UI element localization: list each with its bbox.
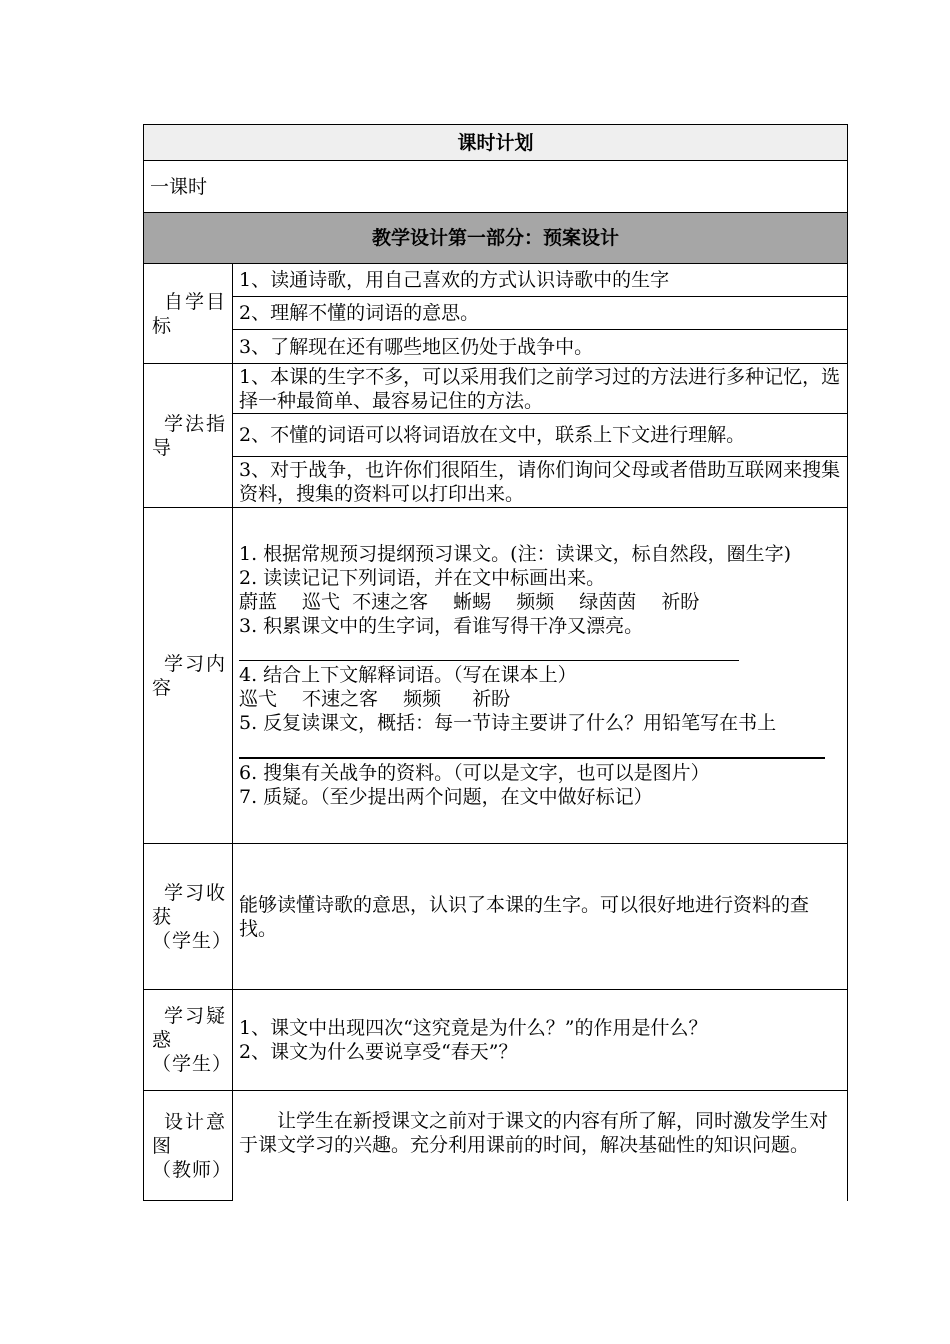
goals-label: 自学目标 bbox=[144, 264, 233, 364]
goal-item: 1、读通诗歌，用自己喜欢的方式认识诗歌中的生字 bbox=[233, 264, 848, 297]
gains-label-cell bbox=[144, 844, 233, 990]
gains-text: 能够读懂诗歌的意思，认识了本课的生字。可以很好地进行资料的查找。 bbox=[233, 844, 848, 990]
lesson-plan-table bbox=[143, 124, 848, 1201]
intent-label-sub: （教师） bbox=[152, 1158, 233, 1181]
guidance-item: 2、不懂的词语可以将词语放在文中，联系上下文进行理解。 bbox=[233, 414, 848, 457]
content-item-4: 4. 结合上下文解释词语。（写在课本上） bbox=[239, 664, 577, 686]
intent-text: 让学生在新授课文之前对于课文的内容有所了解，同时激发学生对于课文学习的兴趣。充分利用课前的时间，解决基础性的知识问题。 bbox=[233, 1091, 848, 1201]
content-item-7: 7. 质疑。（至少提出两个问题，在文中做好标记） bbox=[239, 786, 653, 808]
content-item-3: 3. 积累课文中的生字词，看谁写得干净又漂亮。 bbox=[239, 615, 644, 637]
goal-item: 3、了解现在还有哪些地区仍处于战争中。 bbox=[233, 330, 848, 364]
content-cell bbox=[233, 508, 848, 844]
guidance-item: 3、对于战争，也许你们很陌生，请你们询问父母或者借助互联网来搜集资料，搜集的资料可以打印出来。 bbox=[233, 457, 848, 508]
content-item-1: 1. 根据常规预习提纲预习课文。(注：读课文，标自然段，圈生字) bbox=[239, 543, 791, 565]
content-label: 学习内容 bbox=[144, 508, 233, 844]
answer-line bbox=[239, 739, 825, 759]
doubts-label-sub: （学生） bbox=[152, 1053, 233, 1075]
answer-line bbox=[239, 642, 739, 661]
content-item-5: 5. 反复读课文，概括：每一节诗主要讲了什么？用铅笔写在书上 bbox=[239, 712, 777, 734]
gains-label-sub: （学生） bbox=[152, 929, 233, 952]
gains-label: 学习收获 bbox=[152, 881, 228, 928]
goal-item: 2、理解不懂的词语的意思。 bbox=[233, 297, 848, 330]
doubts-cell bbox=[233, 990, 848, 1091]
section-header: 教学设计第一部分：预案设计 bbox=[144, 213, 848, 264]
intent-label: 设计意图 bbox=[152, 1110, 228, 1157]
doubt-item: 2、课文为什么要说享受“春天”？ bbox=[239, 1041, 518, 1063]
content-item-6: 6. 搜集有关战争的资料。（可以是文字，也可以是图片） bbox=[239, 762, 710, 784]
table-title: 课时计划 bbox=[144, 125, 848, 161]
doubts-label: 学习疑惑 bbox=[152, 1005, 228, 1051]
content-item-2-words: 蔚蓝 巡弋 不速之客 蜥蜴 频频 绿茵茵 祈盼 bbox=[239, 591, 700, 613]
guidance-label: 学法指导 bbox=[144, 364, 233, 508]
content-item-4-words: 巡弋 不速之客 频频 祈盼 bbox=[239, 688, 511, 710]
content-item-2: 2. 读读记记下列词语，并在文中标画出来。 bbox=[239, 567, 606, 589]
lesson-plan-sheet bbox=[143, 124, 848, 1201]
doubt-item: 1、课文中出现四次“这究竟是为什么？”的作用是什么？ bbox=[239, 1017, 708, 1039]
intent-label-cell bbox=[144, 1091, 233, 1201]
guidance-item: 1、本课的生字不多，可以采用我们之前学习过的方法进行多种记忆，选择一种最简单、最容易记住的方法。 bbox=[233, 364, 848, 414]
lesson-period: 一课时 bbox=[144, 161, 848, 213]
doubts-label-cell bbox=[144, 990, 233, 1091]
